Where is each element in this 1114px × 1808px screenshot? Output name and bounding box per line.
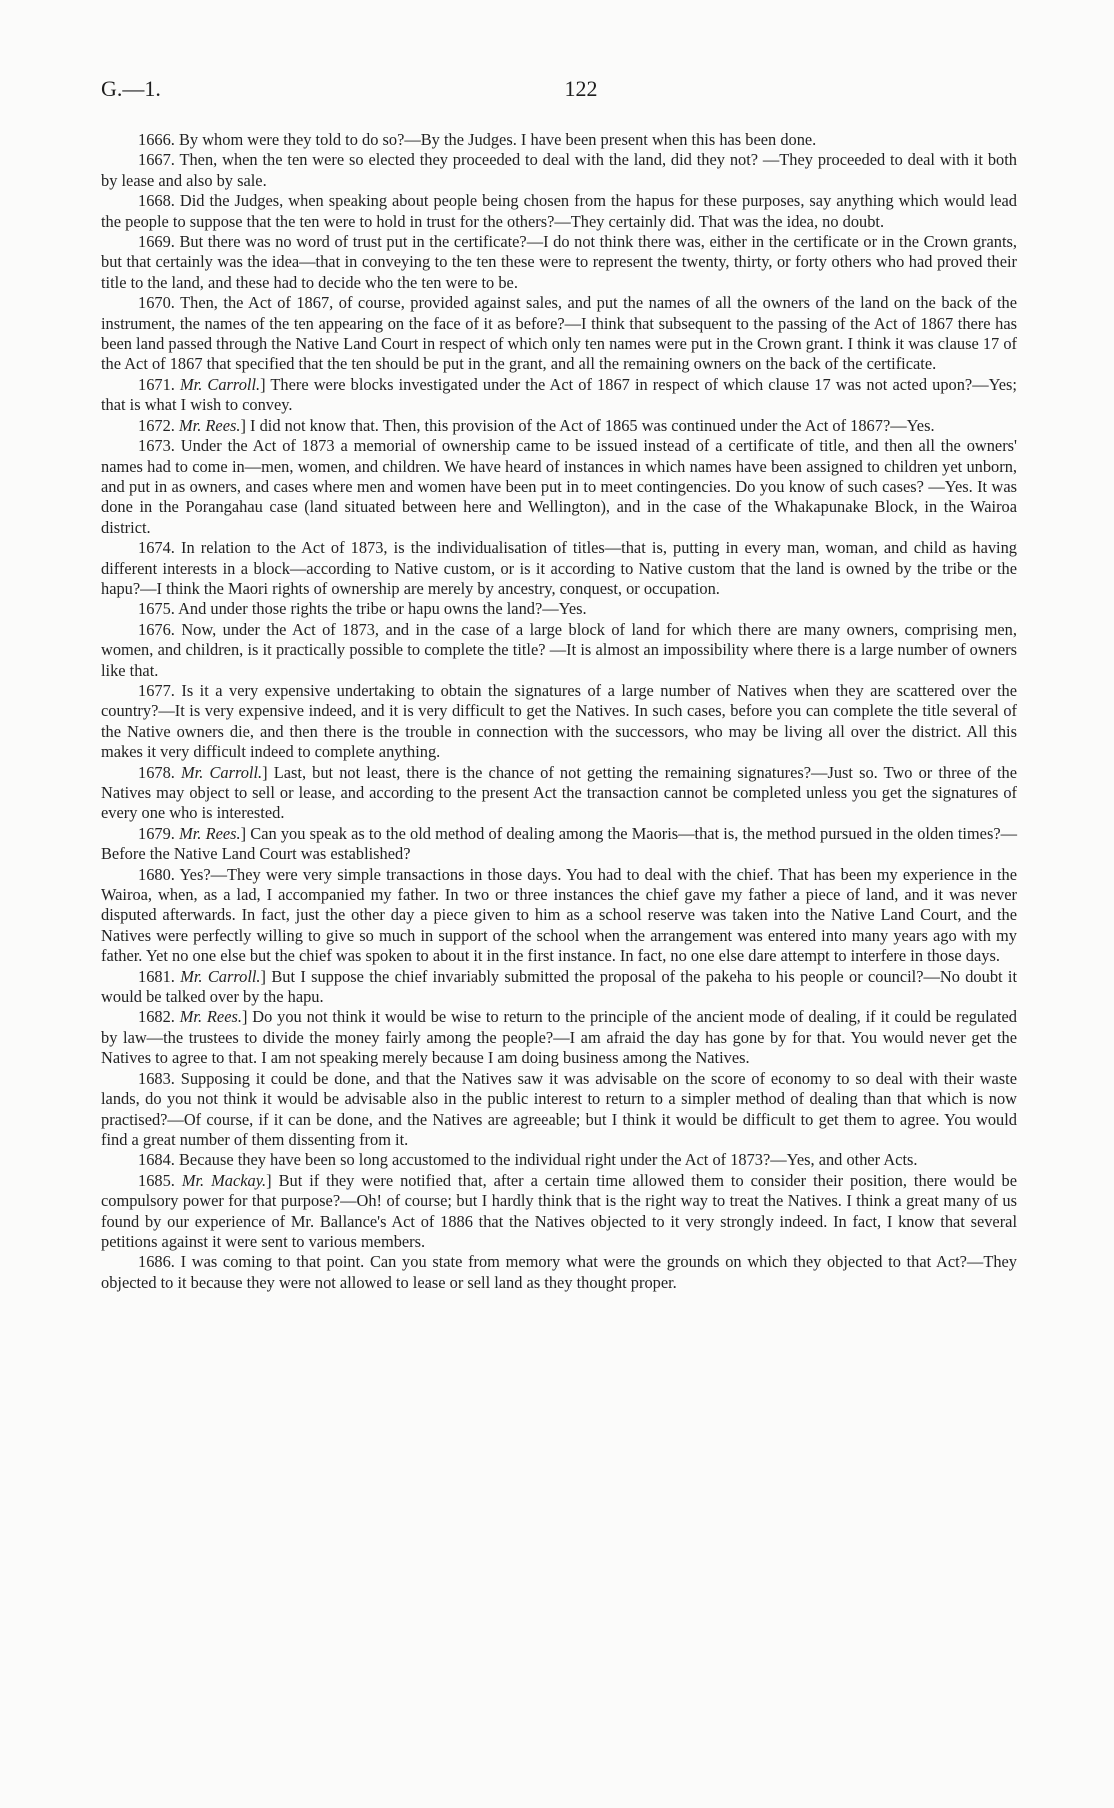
paragraph-text: I was coming to that point. Can you state from memory what were the grounds on which they objected to that Act?—They objected to it because they were not allowed to lease or sell land as they thought proper.	[101, 1252, 1017, 1292]
question-number: 1684.	[138, 1150, 175, 1170]
paragraph-text: Did the Judges, when speaking about people being chosen from the hapus for these purposes, say anything which would lead the people to suppose that the ten were to hold in trust for the others?—They certainly did. That was the idea, no doubt.	[101, 191, 1017, 231]
question-number: 1679.	[138, 823, 175, 843]
paragraph-text: Under the Act of 1873 a memorial of ownership came to be issued instead of a certificate of title, and then all the owners' names had to come in—men, women, and children. We have heard of instances in which names have been assigned to children yet unborn, and put in as owners, and cases where men and women have been put in to meet contingencies. Do you know of such cases? —Yes. It was done in the Porangahau case (land situated between here and Wellington), and in the case of the Whakapunake Block, in the Wairoa district.	[101, 436, 1018, 537]
evidence-paragraph	[101, 130, 1017, 150]
paragraph-text: But there was no word of trust put in the certificate?—I do not think there was, either in the certificate or in the Crown grants, but that certainly was the idea—that in conveying to the ten these were to represent the twenty, thirty, or forty others who had proved their title to the land, and these had to decide who the ten were to be.	[101, 232, 1017, 292]
question-number: 1666.	[138, 130, 175, 149]
evidence-body	[101, 130, 1017, 1293]
question-number: 1672.	[138, 415, 175, 435]
question-number: 1673.	[138, 436, 175, 456]
paragraph-text: And under those rights the tribe or hapu owns the land?—Yes.	[178, 599, 587, 619]
paragraph-text: Then, when the ten were so elected they proceeded to deal with the land, did they not? —They proceeded to deal with it both by lease and also by sale.	[101, 150, 1017, 190]
evidence-paragraph	[101, 1171, 1017, 1253]
question-number: 1685.	[138, 1170, 175, 1190]
question-number: 1676.	[138, 619, 175, 639]
evidence-paragraph	[101, 967, 1017, 1008]
question-number: 1683.	[138, 1068, 175, 1088]
question-number: 1668.	[138, 191, 175, 211]
paragraph-text: By whom were they told to do so?—By the Judges. I have been present when this has been done.	[179, 130, 817, 149]
question-number: 1678.	[138, 762, 175, 782]
page-number: 122	[564, 76, 598, 101]
question-number: 1671.	[138, 374, 175, 394]
question-number: 1669.	[138, 232, 175, 252]
speaker-name: Mr. Rees.	[179, 415, 241, 435]
speaker-name: Mr. Mackay.	[181, 1170, 267, 1190]
paragraph-text: But I suppose the chief invariably submitted the proposal of the pakeha to his people or council?—No doubt it would be talked over by the hapu.	[101, 966, 1017, 1007]
question-number: 1674.	[138, 538, 175, 558]
speaker-bracket: ]	[260, 966, 266, 986]
evidence-paragraph	[101, 599, 1017, 619]
paragraph-text: Supposing it could be done, and that the Natives saw it was advisable on the score of economy to so deal with their waste lands, do you not think it would be advisable also in the public interest to return to a simpler method of dealing than that which is now practised?—Of course, if it can be done, and the Natives are agreeable; but I think it would be difficult to get them to agree. You would find a great number of them dissenting from it.	[101, 1068, 1017, 1149]
question-number: 1677.	[138, 680, 175, 700]
evidence-paragraph	[101, 1150, 1017, 1170]
evidence-paragraph	[101, 191, 1017, 232]
paragraph-text: Is it a very expensive undertaking to obtain the signatures of a large number of Natives when they are scattered over the country?—It is very expensive indeed, and it is very difficult to get the Natives. In such cases, before you can complete the title several of the Native owners die, and then there is the trouble in connection with the successors, who may be living all over the district. All this makes it very difficult indeed to complete anything.	[101, 680, 1017, 762]
evidence-paragraph	[101, 824, 1017, 865]
speaker-bracket: ]	[241, 1007, 248, 1027]
evidence-paragraph	[101, 232, 1017, 293]
speaker-name: Mr. Rees.	[179, 1007, 242, 1027]
evidence-paragraph	[101, 416, 1017, 436]
evidence-paragraph	[101, 150, 1017, 191]
evidence-paragraph	[101, 436, 1017, 538]
evidence-paragraph	[101, 865, 1017, 967]
evidence-paragraph	[101, 293, 1017, 375]
question-number: 1681.	[138, 966, 175, 986]
question-number: 1680.	[138, 864, 175, 884]
paragraph-text: Then, the Act of 1867, of course, provided against sales, and put the names of all the owners of the land on the back of the instrument, the names of the ten appearing on the face of it as before?—I think that subsequent to the passing of the Act of 1867 there has been land passed through the Native Land Court in respect of which only ten names were put in the Crown grant. I think it was clause 17 of the Act of 1867 that specified that the ten should be put in the grant, and all the remaining owners on the back of the certificate.	[101, 293, 1017, 374]
speaker-bracket: ]	[260, 374, 266, 394]
paragraph-text: Now, under the Act of 1873, and in the case of a large block of land for which there are many owners, comprising men, women, and children, is it practically possible to complete the title? —It is almost an impossibility where there is a large number of owners like that.	[101, 619, 1017, 680]
speaker-name: Mr. Carroll.	[180, 966, 261, 986]
paragraph-text: Last, but not least, there is the chance of not getting the remaining signatures?—Just so. Two or three of the Natives may object to sell or lease, and according to the present Act the transaction cannot be completed unless you get the signatures of every one who is interested.	[101, 762, 1017, 823]
evidence-paragraph	[101, 1252, 1017, 1293]
speaker-name: Mr. Rees.	[179, 823, 241, 843]
paragraph-text: But if they were notified that, after a certain time allowed them to consider their position, there would be compulsory power for that purpose?—Oh! of course; but I hardly think that is the right way to treat the Natives. I think a great many of us found by our experience of Mr. Ballance's Act of 1886 that the Natives objected to it very strongly indeed. In fact, I know that several petitions against it were sent to various members.	[101, 1170, 1017, 1251]
paragraph-text: Do you not think it would be wise to return to the principle of the ancient mode of dealing, if it could be regulated by law—the trustees to divide the money fairly among the people?—I am afraid the day has gone by for that. You would never get the Natives to agree to that. I am not speaking merely because I am doing business among the Natives.	[101, 1007, 1017, 1068]
question-number: 1667.	[138, 150, 175, 170]
evidence-paragraph	[101, 681, 1017, 763]
paragraph-text: Yes?—They were very simple transactions in those days. You had to deal with the chief. That has been my experience in the Wairoa, when, as a lad, I accompanied my father. In two or three instances the chief gave my father a piece of land, and it was never disputed afterwards. In fact, just the other day a piece given to him as a school reserve was taken into the Native Land Court, and the Natives were perfectly willing to give so much in support of the school when the arrangement was entered into many years ago with my father. Yet no one else but the chief was spoken to about it in the first instance. In fact, no one else dare attempt to interfere in those days.	[101, 864, 1018, 966]
question-number: 1686.	[138, 1252, 175, 1272]
evidence-paragraph	[101, 538, 1017, 599]
question-number: 1682.	[138, 1007, 175, 1027]
evidence-paragraph	[101, 1069, 1017, 1151]
paragraph-text: Can you speak as to the old method of dealing among the Maoris—that is, the method pursued in the olden times?—Before the Native Land Court was established?	[101, 823, 1017, 864]
paragraph-text: I did not know that. Then, this provision of the Act of 1865 was continued under the Act of 1867?—Yes.	[250, 415, 935, 435]
speaker-name: Mr. Carroll.	[180, 374, 261, 394]
evidence-paragraph	[101, 763, 1017, 824]
evidence-paragraph	[101, 375, 1017, 416]
speaker-name: Mr. Carroll.	[181, 762, 263, 782]
speaker-bracket: ]	[240, 415, 246, 435]
paragraph-text: Because they have been so long accustomed to the individual right under the Act of 1873?—Yes, and other Acts.	[179, 1150, 918, 1170]
speaker-bracket: ]	[240, 823, 247, 843]
question-number: 1675.	[138, 599, 175, 619]
page-header	[101, 76, 1017, 106]
evidence-paragraph	[101, 620, 1017, 681]
paragraph-text: There were blocks investigated under the Act of 1867 in respect of which clause 17 was not acted upon?—Yes; that is what I wish to convey.	[101, 374, 1017, 415]
speaker-bracket: ]	[262, 762, 268, 782]
evidence-paragraph	[101, 1007, 1017, 1068]
series-reference: G.—1.	[101, 76, 161, 101]
speaker-bracket: ]	[266, 1170, 272, 1190]
question-number: 1670.	[138, 293, 175, 313]
paragraph-text: In relation to the Act of 1873, is the individualisation of titles—that is, putting in every man, woman, and child as having different interests in a block—according to Native custom, or is it according to Native custom that the land is owned by the tribe or the hapu?—I think the Maori rights of ownership are merely by ancestry, conquest, or occupation.	[101, 538, 1017, 598]
